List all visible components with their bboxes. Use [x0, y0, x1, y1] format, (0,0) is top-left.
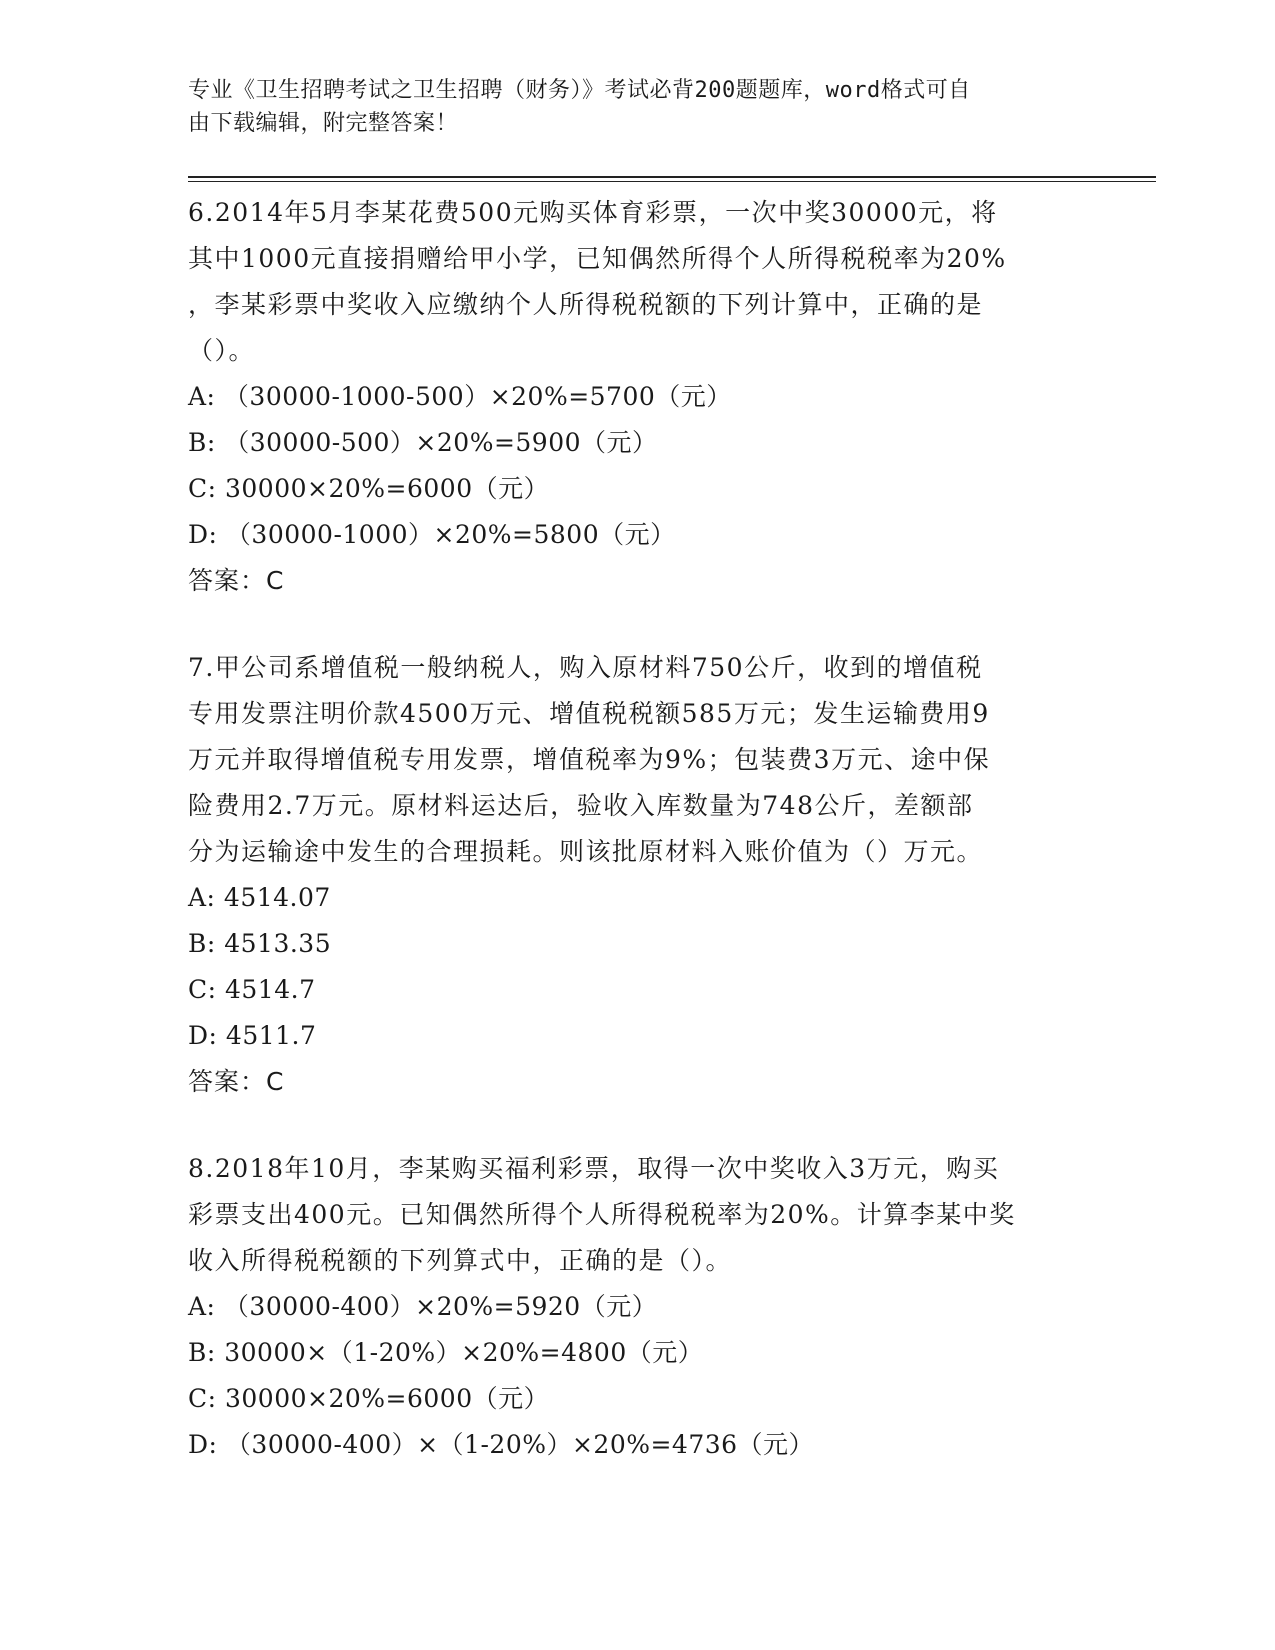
- option-b: B: 30000×（1-20%）×20%=4800（元）: [188, 1338, 704, 1367]
- header-line-1: 专业《卫生招聘考试之卫生招聘（财务）》考试必背200题题库，word格式可自: [188, 78, 971, 103]
- question-line: 险费用2.7万元。原材料运达后，验收入库数量为748公斤，差额部: [188, 791, 974, 820]
- question-line: ，李某彩票中奖收入应缴纳个人所得税税额的下列计算中，正确的是: [188, 290, 984, 319]
- question-line: 7.甲公司系增值税一般纳税人，购入原材料750公斤，收到的增值税: [188, 653, 983, 682]
- question-6: [188, 190, 1088, 604]
- option-d: D: （30000-1000）×20%=5800（元）: [188, 520, 676, 549]
- header-line-2: 由下载编辑，附完整答案！: [188, 111, 459, 136]
- answer: 答案：C: [188, 566, 285, 595]
- question-line: 彩票支出400元。已知偶然所得个人所得税税率为20%。计算李某中奖: [188, 1200, 1016, 1229]
- question-line: 专用发票注明价款4500万元、增值税税额585万元；发生运输费用9: [188, 699, 990, 728]
- option-a: A: （30000-1000-500）×20%=5700（元）: [188, 382, 732, 411]
- option-d: D: 4511.7: [188, 1021, 317, 1050]
- option-d: D: （30000-400）×（1-20%）×20%=4736（元）: [188, 1430, 815, 1459]
- question-line: （）。: [188, 336, 256, 365]
- question-line: 收入所得税税额的下列算式中，正确的是（）。: [188, 1246, 733, 1275]
- option-a: A: （30000-400）×20%=5920（元）: [188, 1292, 658, 1321]
- question-7: [188, 645, 1088, 1105]
- answer: 答案：C: [188, 1067, 285, 1096]
- option-a: A: 4514.07: [188, 883, 331, 912]
- question-line: 其中1000元直接捐赠给甲小学，已知偶然所得个人所得税税率为20%: [188, 244, 1007, 273]
- question-line: 万元并取得增值税专用发票，增值税率为9%；包装费3万元、途中保: [188, 745, 991, 774]
- option-c: C: 4514.7: [188, 975, 316, 1004]
- option-b: B: 4513.35: [188, 929, 332, 958]
- question-line: 分为运输途中发生的合理损耗。则该批原材料入账价值为（）万元。: [188, 837, 984, 866]
- document-header: [188, 74, 1068, 140]
- option-c: C: 30000×20%=6000（元）: [188, 1384, 550, 1413]
- header-divider-thin: [188, 181, 1156, 182]
- option-b: B: （30000-500）×20%=5900（元）: [188, 428, 658, 457]
- question-8: [188, 1146, 1088, 1468]
- option-c: C: 30000×20%=6000（元）: [188, 474, 550, 503]
- header-divider: [188, 176, 1156, 178]
- question-line: 8.2018年10月，李某购买福利彩票，取得一次中奖收入3万元，购买: [188, 1154, 1000, 1183]
- question-line: 6.2014年5月李某花费500元购买体育彩票，一次中奖30000元，将: [188, 198, 998, 227]
